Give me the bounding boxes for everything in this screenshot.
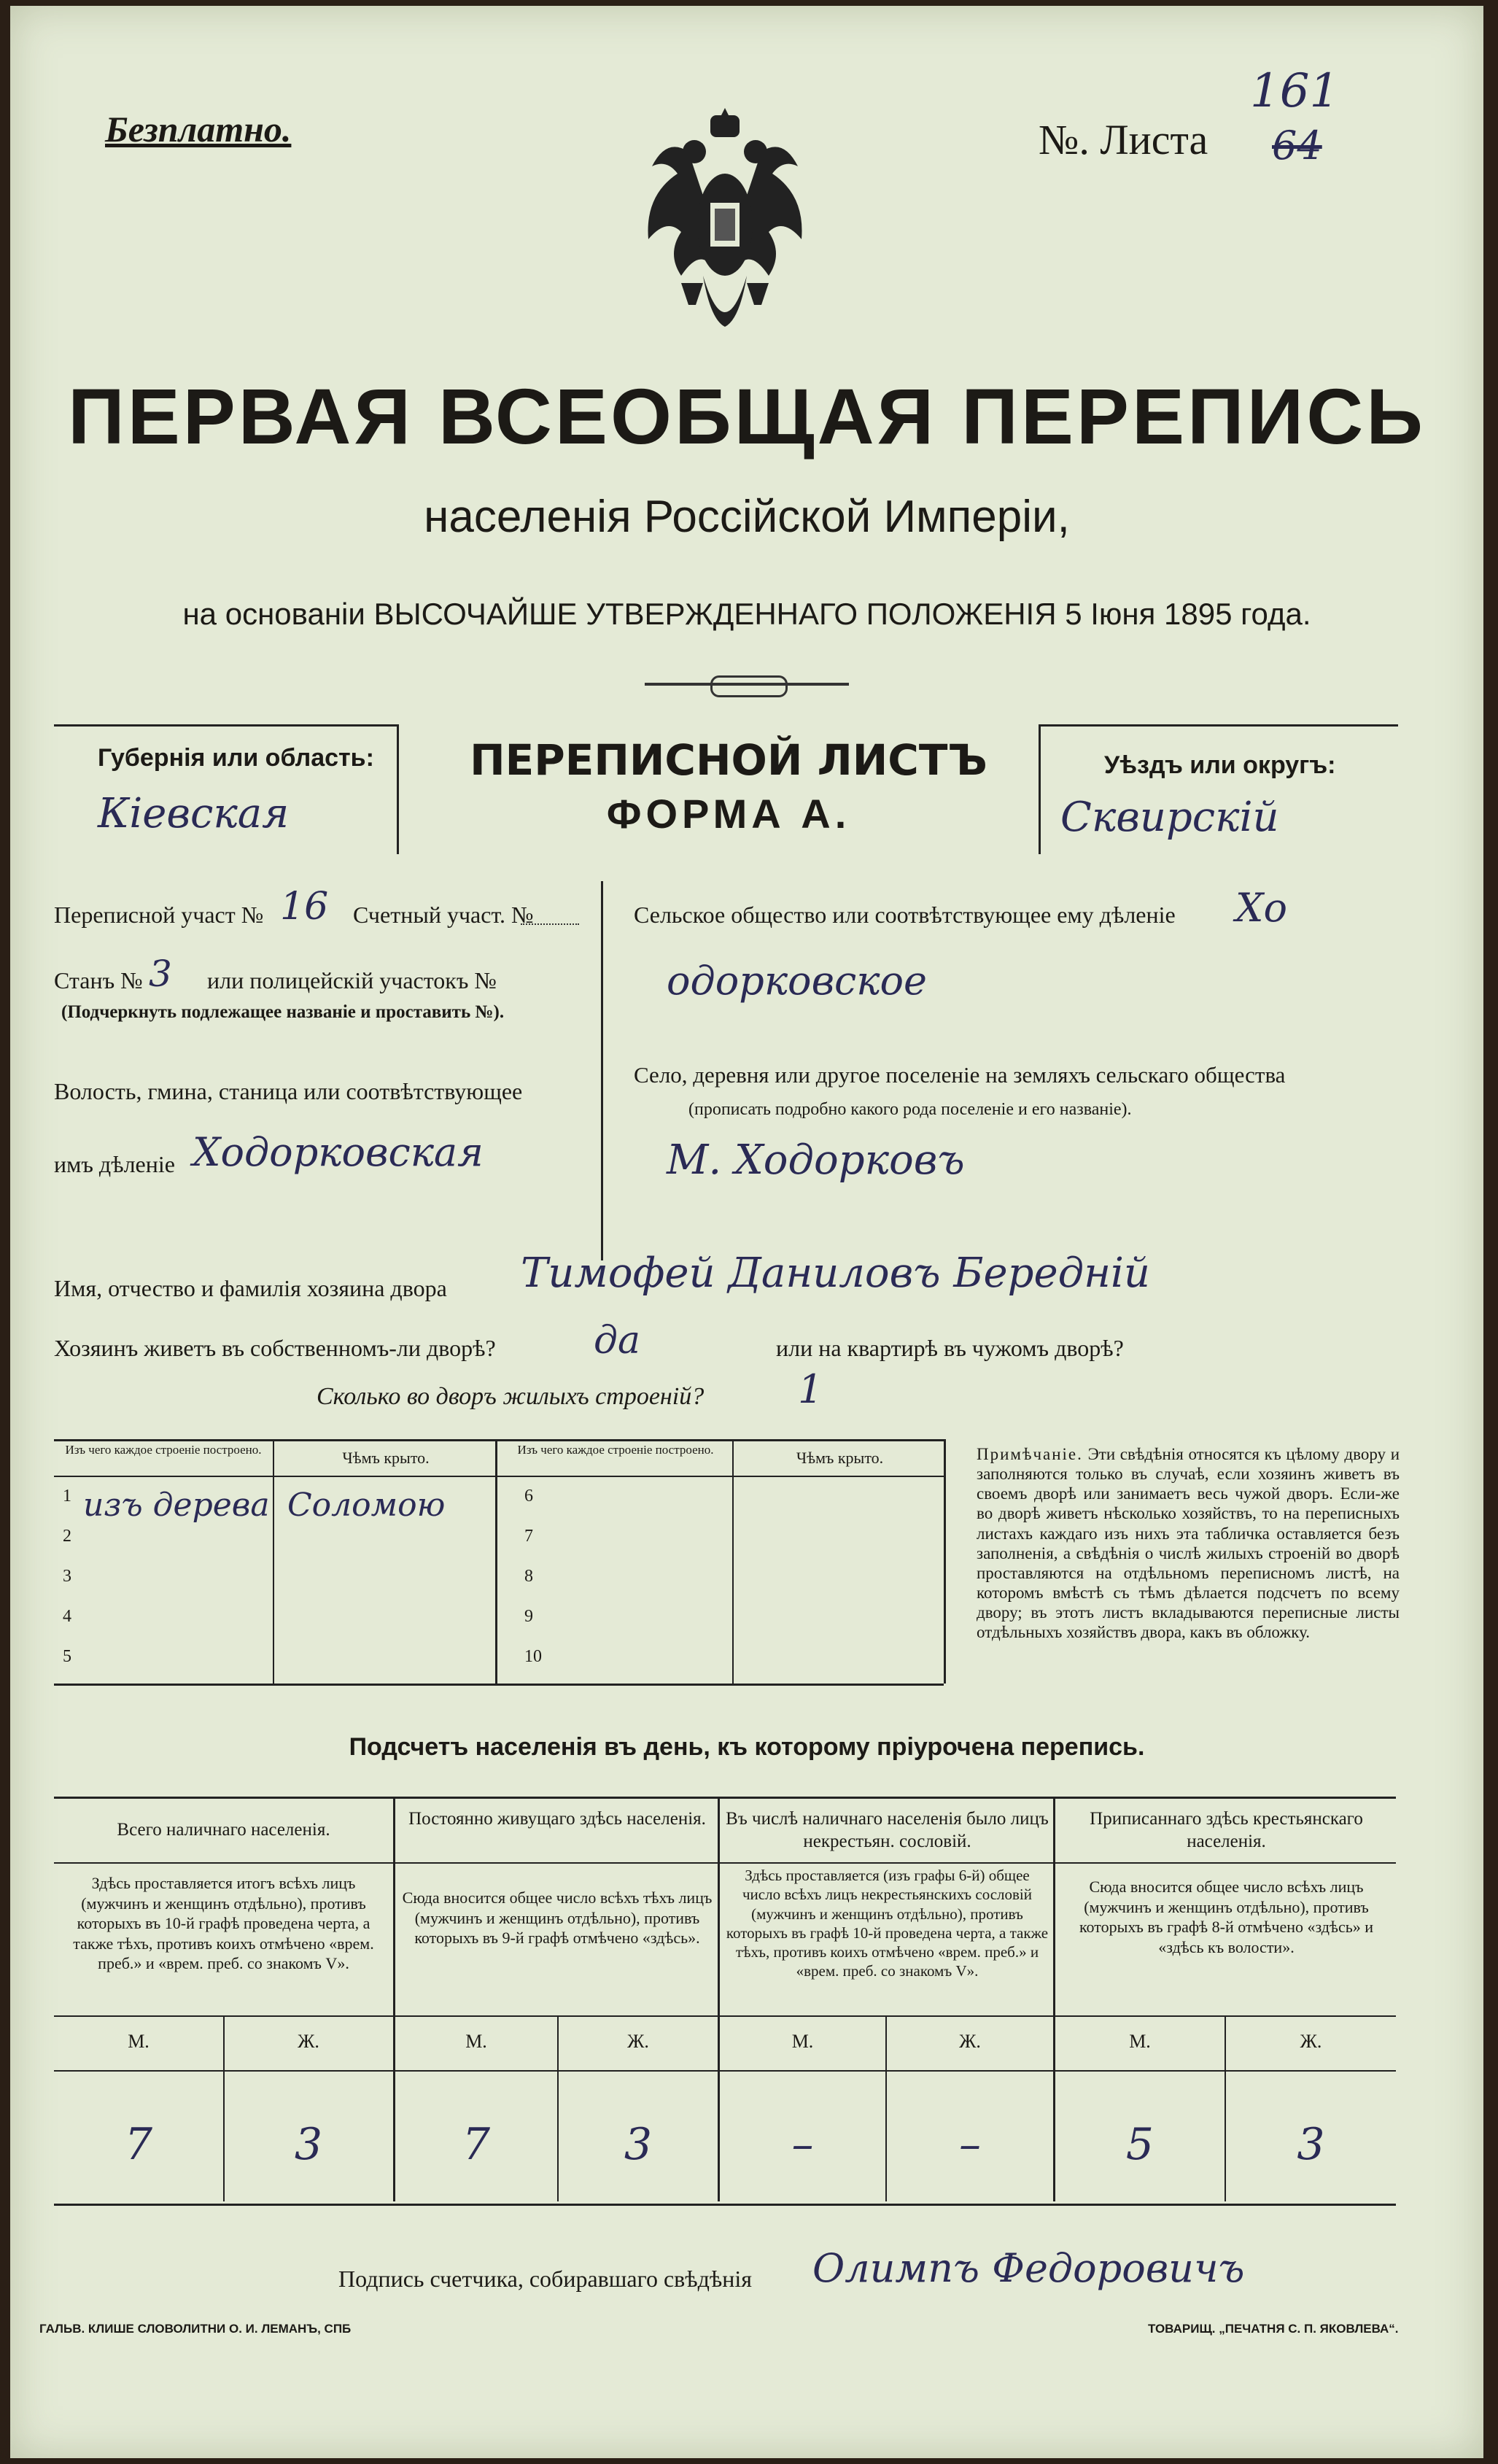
pop-f-label: Ж. xyxy=(1300,2031,1322,2052)
village-value[interactable]: М. Ходорковъ xyxy=(667,1136,965,1184)
society-value-2[interactable]: одорковское xyxy=(667,958,927,1004)
stan-label: Станъ № xyxy=(54,967,143,993)
pop-title-line xyxy=(54,1862,1396,1864)
buildings-note-title: Примѣчаніе. xyxy=(977,1445,1083,1463)
signature-label: Подпись счетчика, собиравшаго свѣдѣнія xyxy=(338,2266,753,2292)
double-headed-eagle-emblem xyxy=(637,108,812,349)
census-sheet xyxy=(10,6,1483,2458)
volost-value[interactable]: Ходорковская xyxy=(193,1129,484,1175)
ornament-center xyxy=(710,675,788,697)
uezd-value[interactable]: Сквирскій xyxy=(1060,794,1279,841)
building-row-num: 10 xyxy=(524,1647,542,1666)
building-row-num: 1 xyxy=(63,1487,71,1506)
block-divider xyxy=(601,881,603,1260)
pop-f-value[interactable]: 3 xyxy=(1297,2119,1325,2170)
uezd-label: Уѣздъ или округъ: xyxy=(1104,751,1336,779)
count-district-label: Счетный участ. № xyxy=(353,902,534,928)
count-district-field[interactable] xyxy=(521,923,579,925)
building-roof[interactable]: Соломою xyxy=(287,1487,446,1524)
pop-col-title: Постоянно живущаго здѣсь населенія. xyxy=(408,1809,706,1829)
buildings-col-roof: Чѣмъ крыто. xyxy=(342,1449,430,1467)
province-value[interactable]: Кіевская xyxy=(98,790,290,837)
buildings-col-roof-2: Чѣмъ крыто. xyxy=(796,1449,884,1467)
pop-col-desc: Здѣсь проставляется итогъ всѣхъ лицъ (мужчинъ и женщинъ отдѣльно), противъ которыхъ въ 10-й графѣ проведена черта, а также тѣхъ, противъ коихъ отмѣчено «врем. преб.» и «врем. преб. со знакомъ V». xyxy=(73,1874,374,1972)
buildings-col-material: Изъ чего каждое строеніе построено. xyxy=(65,1443,262,1457)
pop-m-label: М. xyxy=(791,2031,814,2052)
building-row-num: 4 xyxy=(63,1607,71,1626)
province-label: Губернія или область: xyxy=(98,744,374,772)
census-district-label: Переписной участ № xyxy=(54,902,264,928)
stan-value[interactable]: 3 xyxy=(149,953,172,995)
owner-lives-value[interactable]: да xyxy=(594,1319,640,1363)
volost-label-2: имъ дѣленіе xyxy=(54,1151,175,1177)
pop-col-desc: Сюда вносится общее число всѣхъ лицъ (мужчинъ и женщинъ отдѣльно), противъ которыхъ въ графѣ 8-й отмѣчено «здѣсь» и «здѣсь къ волости». xyxy=(1079,1878,1374,1956)
pop-f-value[interactable]: 3 xyxy=(624,2119,653,2170)
signature-value[interactable]: Олимпъ Федоровичъ xyxy=(812,2245,1245,2291)
owner-or-label: или на квартирѣ въ чужомъ дворѣ? xyxy=(776,1335,1124,1361)
page-subtitle: населенія Россійской Имперіи, xyxy=(424,492,1070,542)
building-material[interactable]: изъ дерева xyxy=(83,1487,270,1524)
pop-desc-line xyxy=(54,2015,1396,2017)
sheet-number-label: №. Листа xyxy=(1039,116,1208,163)
village-label: Село, деревня или другое поселеніе на земляхъ сельскаго общества xyxy=(634,1062,1286,1088)
sheet-number-value: 161 xyxy=(1250,64,1340,118)
building-row-num: 9 xyxy=(524,1607,533,1626)
pop-f-value[interactable]: – xyxy=(959,2119,981,2170)
buildings-col-material-2: Изъ чего каждое строеніе построено. xyxy=(517,1443,714,1457)
buildings-col-sep-4 xyxy=(944,1439,946,1684)
pop-mf-line xyxy=(54,2070,1396,2072)
society-label: Сельское общество или соотвѣтствующее ему дѣленіе xyxy=(634,902,1176,928)
pop-col-title: Въ числѣ наличнаго населенія было лицъ некрестьян. сословій. xyxy=(726,1809,1049,1852)
buildings-col-sep-1 xyxy=(273,1439,274,1684)
buildings-table-header-line xyxy=(54,1476,944,1477)
owner-name-value[interactable]: Тимофей Даниловъ Бередній xyxy=(521,1250,1150,1297)
population-heading: Подсчетъ населенія въ день, къ которому пріурочена перепись. xyxy=(349,1733,1145,1761)
building-row-num: 2 xyxy=(63,1527,71,1546)
pop-m-value[interactable]: 5 xyxy=(1125,2119,1154,2170)
pop-m-label: М. xyxy=(465,2031,487,2052)
pop-m-label: М. xyxy=(1129,2031,1151,2052)
pop-col-desc: Сюда вносится общее число всѣхъ тѣхъ лицъ (мужчинъ и женщинъ отдѣльно), противъ которыхъ въ 9-й графѣ отмѣчено «здѣсь». xyxy=(402,1888,713,1947)
buildings-col-sep-3 xyxy=(732,1439,734,1684)
free-label: Безплатно. xyxy=(105,109,292,150)
buildings-note xyxy=(977,1444,1400,1642)
form-title: ПЕРЕПИСНОЙ ЛИСТЪ xyxy=(470,735,987,785)
building-row-num: 3 xyxy=(63,1567,71,1586)
pop-f-label: Ж. xyxy=(298,2031,319,2052)
legal-basis: на основаніи ВЫСОЧАЙШЕ УТВЕРЖДЕННАГО ПОЛОЖЕНІЯ 5 Іюня 1895 года. xyxy=(182,597,1311,631)
pop-m-label: М. xyxy=(128,2031,150,2052)
buildings-count-value[interactable]: 1 xyxy=(798,1366,823,1412)
page-title: ПЕРВАЯ ВСЕОБЩАЯ ПЕРЕПИСЬ xyxy=(68,372,1426,460)
pop-f-label: Ж. xyxy=(627,2031,649,2052)
buildings-table-top xyxy=(54,1439,944,1441)
sheet-number-struck: 64 xyxy=(1272,123,1322,168)
buildings-col-sep-2 xyxy=(495,1439,497,1684)
owner-lives-label: Хозяинъ живетъ въ собственномъ-ли дворѣ? xyxy=(54,1335,496,1361)
buildings-note-text: Эти свѣдѣнія относятся къ цѣлому двору и заполняются только въ случаѣ, если хозяинъ живетъ въ своемъ дворѣ или занимаетъ весь чужой дворъ. Если-же во дворѣ живетъ нѣсколько хозяйствъ, то на переписныхъ листахъ каждаго изъ нихъ эта табличка оставляется безъ заполненія, а свѣдѣнія о числѣ жилыхъ строеній во дворѣ проставляются на отдѣльномъ переписномъ листѣ, на которомъ вмѣстѣ съ тѣмъ дѣлается подсчетъ по всему двору; въ этотъ листъ вкладываются переписные листы отдѣльныхъ хозяйствъ двора, какъ въ обложку. xyxy=(977,1445,1400,1642)
pop-m-value[interactable]: 7 xyxy=(124,2119,153,2170)
pop-m-value[interactable]: 7 xyxy=(462,2119,491,2170)
form-type: ФОРМА А. xyxy=(606,791,851,837)
society-value-1[interactable]: Хо xyxy=(1235,885,1287,931)
building-row-num: 5 xyxy=(63,1647,71,1666)
buildings-count-label: Сколько во дворъ жилыхъ строеній? xyxy=(317,1383,705,1410)
pop-f-value[interactable]: 3 xyxy=(294,2119,323,2170)
census-district-value[interactable]: 16 xyxy=(280,885,329,929)
printer-left: ГАЛЬВ. КЛИШЕ СЛОВОЛИТНИ О. И. ЛЕМАНЪ, СПБ xyxy=(39,2322,352,2336)
stan-note: (Подчеркнуть подлежащее названіе и проставить №). xyxy=(61,1002,505,1022)
owner-name-label: Имя, отчество и фамилія хозяина двора xyxy=(54,1275,447,1301)
volost-label: Волость, гмина, станица или соотвѣтствующее xyxy=(54,1078,523,1104)
pop-m-value[interactable]: – xyxy=(791,2119,814,2170)
pop-col-title: Всего наличнаго населенія. xyxy=(117,1820,330,1840)
pop-f-label: Ж. xyxy=(959,2031,981,2052)
building-row-num: 8 xyxy=(524,1567,533,1586)
building-row-num: 7 xyxy=(524,1527,533,1546)
pop-col-desc: Здѣсь проставляется (изъ графы 6-й) общее число всѣхъ лицъ некрестьянскихъ сословій (мужчинъ и женщинъ отдѣльно), противъ которыхъ въ графѣ 10-й проведена черта, а также тѣхъ, противъ коихъ отмѣчено «врем. преб.» и «врем. преб. со знакомъ V». xyxy=(726,1867,1049,1980)
building-row-num: 6 xyxy=(524,1487,533,1506)
buildings-table-bottom xyxy=(54,1684,944,1686)
pop-col-title: Приписаннаго здѣсь крестьянскаго населенія. xyxy=(1090,1809,1363,1852)
police-label: или полицейскій участокъ № xyxy=(207,967,497,993)
printer-right: ТОВАРИЩ. „ПЕЧАТНЯ С. П. ЯКОВЛЕВА“. xyxy=(1148,2322,1399,2336)
village-note: (прописать подробно какого рода поселеніе и его названіе). xyxy=(688,1100,1132,1119)
